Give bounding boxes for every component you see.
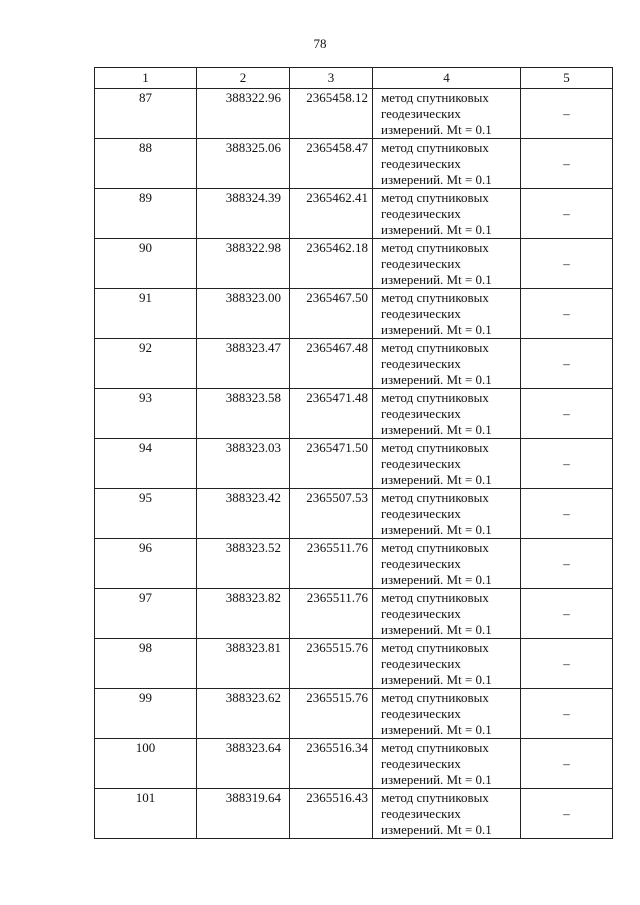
method-line-2: геодезических [381, 756, 461, 771]
method-cell [373, 389, 521, 439]
x-coordinate-cell: 388323.81 [197, 639, 290, 689]
point-number-cell: 89 [95, 189, 197, 239]
x-coordinate-cell: 388324.39 [197, 189, 290, 239]
point-number-cell: 98 [95, 639, 197, 689]
method-line-3: измерений. Mt = 0.1 [381, 522, 492, 537]
method-line-2: геодезических [381, 606, 461, 621]
table-header-row [95, 68, 613, 89]
method-line-3: измерений. Mt = 0.1 [381, 372, 492, 387]
table-row [95, 339, 613, 389]
method-line-1: метод спутниковых [381, 640, 489, 655]
method-cell [373, 639, 521, 689]
table-row [95, 789, 613, 839]
table-row [95, 539, 613, 589]
method-cell [373, 739, 521, 789]
y-coordinate-cell: 2365467.48 [290, 339, 373, 389]
x-coordinate-cell: 388323.00 [197, 289, 290, 339]
table-row [95, 139, 613, 189]
table-row [95, 389, 613, 439]
y-coordinate-cell: 2365462.41 [290, 189, 373, 239]
table-row [95, 239, 613, 289]
column-header-2: 2 [197, 68, 290, 89]
point-number-cell: 90 [95, 239, 197, 289]
x-coordinate-cell: 388319.64 [197, 789, 290, 839]
method-line-1: метод спутниковых [381, 490, 489, 505]
table-row [95, 489, 613, 539]
method-line-2: геодезических [381, 306, 461, 321]
table-row [95, 189, 613, 239]
x-coordinate-cell: 388323.52 [197, 539, 290, 589]
method-line-2: геодезических [381, 706, 461, 721]
x-coordinate-cell: 388323.64 [197, 739, 290, 789]
x-coordinate-cell: 388323.82 [197, 589, 290, 639]
description-cell: – [521, 789, 613, 839]
method-line-2: геодезических [381, 406, 461, 421]
description-cell: – [521, 139, 613, 189]
method-line-3: измерений. Mt = 0.1 [381, 672, 492, 687]
method-line-1: метод спутниковых [381, 590, 489, 605]
column-header-4: 4 [373, 68, 521, 89]
page-number: 78 [313, 36, 327, 51]
method-line-2: геодезических [381, 156, 461, 171]
method-line-3: измерений. Mt = 0.1 [381, 572, 492, 587]
table-row [95, 89, 613, 139]
point-number-cell: 87 [95, 89, 197, 139]
y-coordinate-cell: 2365467.50 [290, 289, 373, 339]
y-coordinate-cell: 2365516.34 [290, 739, 373, 789]
description-cell: – [521, 189, 613, 239]
method-line-2: геодезических [381, 806, 461, 821]
table-row [95, 689, 613, 739]
description-cell: – [521, 689, 613, 739]
method-line-3: измерений. Mt = 0.1 [381, 772, 492, 787]
x-coordinate-cell: 388323.62 [197, 689, 290, 739]
table-row [95, 639, 613, 689]
point-number-cell: 101 [95, 789, 197, 839]
point-number-cell: 88 [95, 139, 197, 189]
point-number-cell: 97 [95, 589, 197, 639]
method-line-3: измерений. Mt = 0.1 [381, 272, 492, 287]
y-coordinate-cell: 2365507.53 [290, 489, 373, 539]
description-cell: – [521, 389, 613, 439]
method-cell [373, 439, 521, 489]
method-cell [373, 139, 521, 189]
y-coordinate-cell: 2365515.76 [290, 689, 373, 739]
method-line-3: измерений. Mt = 0.1 [381, 322, 492, 337]
method-line-3: измерений. Mt = 0.1 [381, 472, 492, 487]
table-row [95, 439, 613, 489]
method-line-1: метод спутниковых [381, 440, 489, 455]
x-coordinate-cell: 388322.96 [197, 89, 290, 139]
description-cell: – [521, 639, 613, 689]
method-cell [373, 789, 521, 839]
method-line-3: измерений. Mt = 0.1 [381, 722, 492, 737]
method-cell [373, 689, 521, 739]
method-line-2: геодезических [381, 506, 461, 521]
y-coordinate-cell: 2365458.12 [290, 89, 373, 139]
point-number-cell: 92 [95, 339, 197, 389]
method-line-2: геодезических [381, 456, 461, 471]
column-header-3: 3 [290, 68, 373, 89]
point-number-cell: 91 [95, 289, 197, 339]
method-line-1: метод спутниковых [381, 90, 489, 105]
x-coordinate-cell: 388322.98 [197, 239, 290, 289]
method-cell [373, 489, 521, 539]
column-header-5: 5 [521, 68, 613, 89]
method-cell [373, 189, 521, 239]
method-cell [373, 239, 521, 289]
method-cell [373, 339, 521, 389]
description-cell: – [521, 489, 613, 539]
method-cell [373, 539, 521, 589]
y-coordinate-cell: 2365511.76 [290, 539, 373, 589]
method-cell [373, 89, 521, 139]
method-line-1: метод спутниковых [381, 790, 489, 805]
method-line-3: измерений. Mt = 0.1 [381, 222, 492, 237]
method-line-1: метод спутниковых [381, 190, 489, 205]
x-coordinate-cell: 388323.03 [197, 439, 290, 489]
table-row [95, 739, 613, 789]
point-number-cell: 93 [95, 389, 197, 439]
description-cell: – [521, 89, 613, 139]
method-line-3: измерений. Mt = 0.1 [381, 622, 492, 637]
y-coordinate-cell: 2365471.48 [290, 389, 373, 439]
method-line-2: геодезических [381, 256, 461, 271]
method-cell [373, 289, 521, 339]
method-line-1: метод спутниковых [381, 690, 489, 705]
x-coordinate-cell: 388325.06 [197, 139, 290, 189]
method-line-1: метод спутниковых [381, 140, 489, 155]
table-row [95, 589, 613, 639]
method-line-3: измерений. Mt = 0.1 [381, 422, 492, 437]
method-line-2: геодезических [381, 556, 461, 571]
method-line-2: геодезических [381, 206, 461, 221]
y-coordinate-cell: 2365516.43 [290, 789, 373, 839]
method-line-1: метод спутниковых [381, 290, 489, 305]
description-cell: – [521, 539, 613, 589]
coordinates-table [94, 67, 613, 839]
description-cell: – [521, 289, 613, 339]
description-cell: – [521, 589, 613, 639]
point-number-cell: 94 [95, 439, 197, 489]
method-cell [373, 589, 521, 639]
x-coordinate-cell: 388323.58 [197, 389, 290, 439]
table-row [95, 289, 613, 339]
point-number-cell: 95 [95, 489, 197, 539]
description-cell: – [521, 739, 613, 789]
method-line-1: метод спутниковых [381, 740, 489, 755]
method-line-3: измерений. Mt = 0.1 [381, 122, 492, 137]
method-line-2: геодезических [381, 356, 461, 371]
x-coordinate-cell: 388323.42 [197, 489, 290, 539]
description-cell: – [521, 439, 613, 489]
description-cell: – [521, 339, 613, 389]
point-number-cell: 96 [95, 539, 197, 589]
x-coordinate-cell: 388323.47 [197, 339, 290, 389]
y-coordinate-cell: 2365471.50 [290, 439, 373, 489]
method-line-2: геодезических [381, 656, 461, 671]
point-number-cell: 100 [95, 739, 197, 789]
column-header-1: 1 [95, 68, 197, 89]
point-number-cell: 99 [95, 689, 197, 739]
method-line-3: измерений. Mt = 0.1 [381, 822, 492, 837]
y-coordinate-cell: 2365511.76 [290, 589, 373, 639]
method-line-1: метод спутниковых [381, 390, 489, 405]
method-line-3: измерений. Mt = 0.1 [381, 172, 492, 187]
method-line-1: метод спутниковых [381, 240, 489, 255]
y-coordinate-cell: 2365515.76 [290, 639, 373, 689]
y-coordinate-cell: 2365458.47 [290, 139, 373, 189]
method-line-2: геодезических [381, 106, 461, 121]
method-line-1: метод спутниковых [381, 540, 489, 555]
method-line-1: метод спутниковых [381, 340, 489, 355]
y-coordinate-cell: 2365462.18 [290, 239, 373, 289]
description-cell: – [521, 239, 613, 289]
